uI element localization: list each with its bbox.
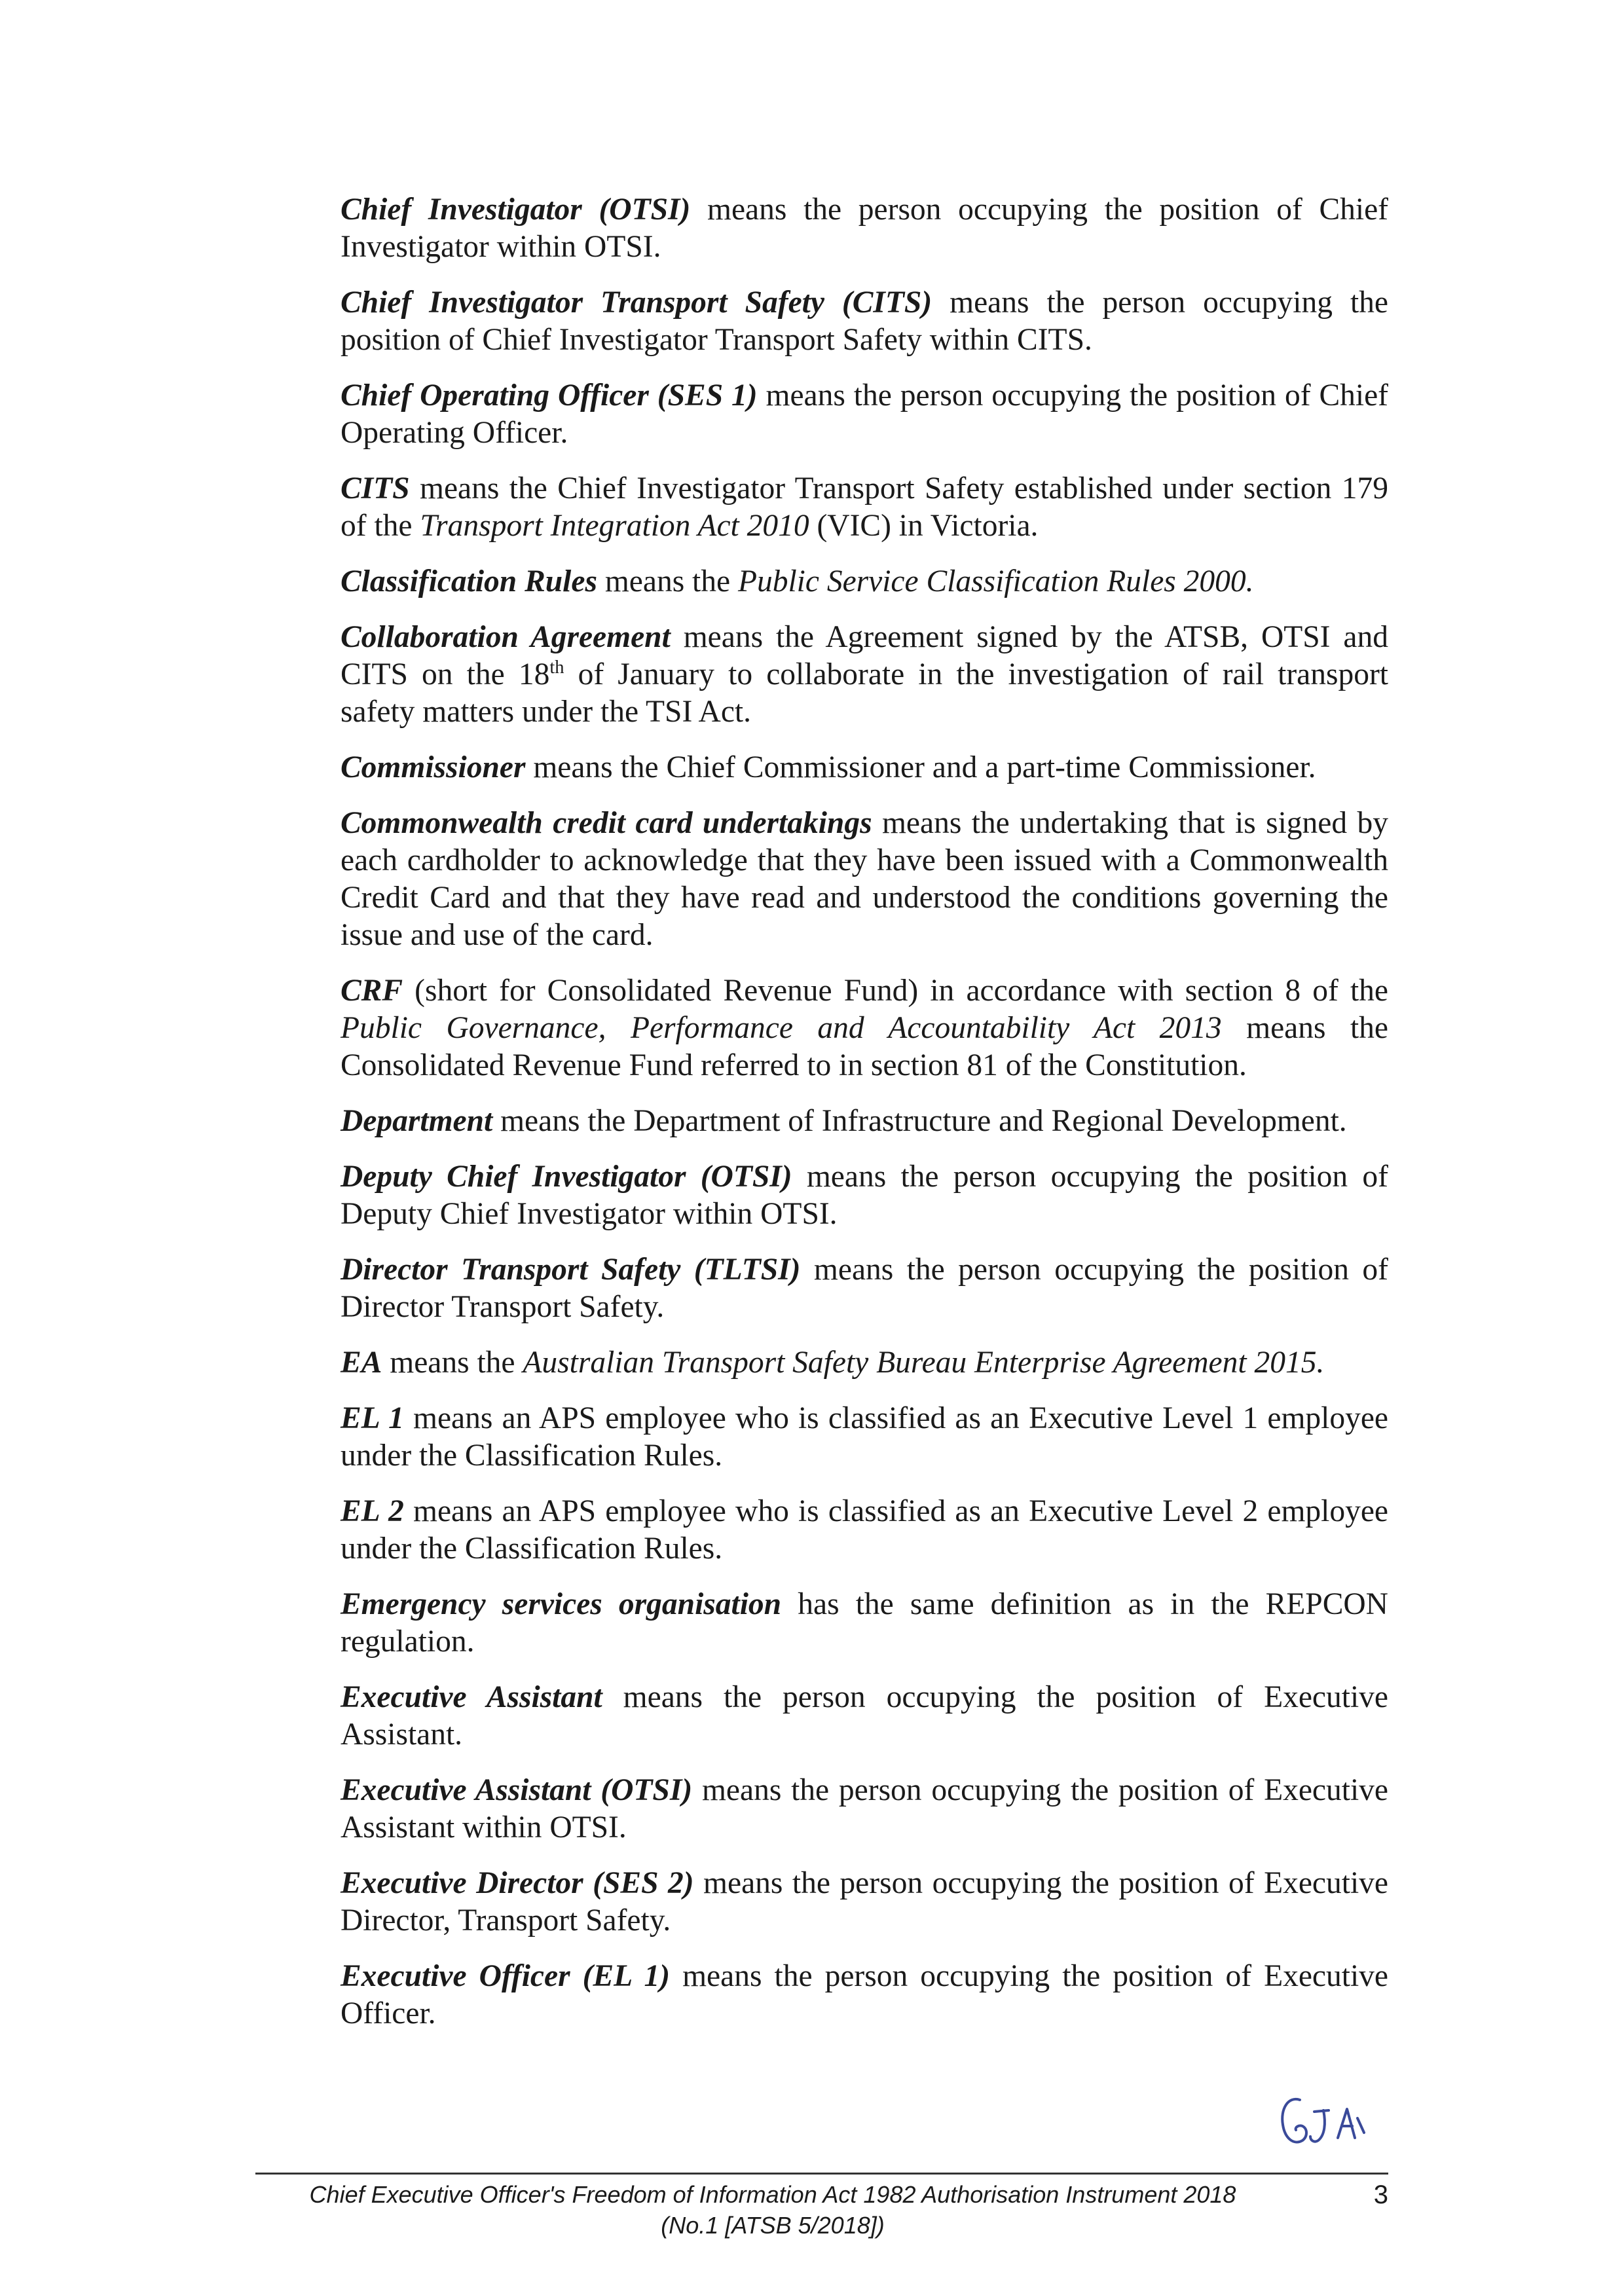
definition-cits [341,470,1388,545]
definition-text: means an APS employee who is classified as an Executive Level 1 employee under the Classification Rules. [341,1401,1389,1473]
definition-text: means the [382,1346,523,1380]
definition-text: means the Chief Commissioner and a part-time Commissioner. [525,750,1316,784]
definition-text: means the person occupying the position of Chief Investigator Transport Safety within CITS. [341,285,1388,357]
definition-text: means the Agreement signed by the ATSB, OTSI and CITS on the 18 [341,620,1389,691]
definition-commonwealth-credit-card-undertakings [341,805,1388,954]
definitions-list [341,191,1388,2051]
definition-text: means the Department of Infrastructure and Regional Development. [492,1104,1347,1138]
definition-chief-investigator-transport-safety [341,284,1388,359]
definition-term: Deputy Chief Investigator (OTSI) [341,1160,792,1194]
definition-emergency-services-organisation [341,1586,1388,1661]
definition-term: Executive Director (SES 2) [341,1866,694,1900]
definition-term: Executive Assistant (OTSI) [341,1773,693,1807]
definition-term: Department [341,1104,493,1138]
definition-executive-assistant-otsi [341,1772,1388,1846]
definition-text: means the undertaking that is signed by each cardholder to acknowledge that they have been issued with a Commonwealth Credit Card and that they have read and understood the conditions governing the issue and use of the card. [341,806,1388,952]
definition-term: Executive Assistant [341,1680,602,1714]
definition-classification-rules [341,563,1388,600]
definition-text: means the person occupying the position of Executive Officer. [341,1959,1388,2030]
definition-executive-director [341,1865,1388,1939]
legislation-reference: Public Service Classification Rules 2000. [737,564,1254,598]
definition-text: (short for Consolidated Revenue Fund) in accordance with section 8 of the [403,974,1388,1008]
definition-term: Chief Investigator (OTSI) [341,193,691,227]
definition-ea [341,1344,1388,1382]
definition-term: CITS [341,471,410,505]
definition-executive-assistant [341,1679,1388,1753]
definition-deputy-chief-investigator [341,1158,1388,1233]
footer-document-title: Chief Executive Officer's Freedom of Information Act 1982 Authorisation Instrument 2018 [309,2181,1236,2208]
definition-commissioner [341,749,1388,786]
definition-term: EL 1 [341,1401,404,1435]
definition-el-1 [341,1400,1388,1475]
definition-collaboration-agreement [341,619,1388,731]
definition-text: means the Chief Investigator Transport Safety established under section 179 of the [341,471,1388,543]
definition-department [341,1103,1388,1140]
legislation-reference: Transport Integration Act 2010 [420,509,809,543]
legislation-reference: Public Governance, Performance and Accountability Act 2013 [341,1011,1222,1045]
definition-text: means the person occupying the position of Deputy Chief Investigator within OTSI. [341,1160,1388,1231]
definition-term: Commonwealth credit card undertakings [341,806,872,840]
definition-el-2 [341,1493,1388,1568]
definition-text-tail: (VIC) in Victoria. [809,509,1039,543]
footer-document-number: (No.1 [ATSB 5/2018]) [661,2212,885,2239]
definition-text: has the same definition as in the REPCON regulation. [341,1587,1388,1659]
definition-term: Emergency services organisation [341,1587,782,1621]
footer-divider [255,2173,1388,2175]
legislation-reference: Australian Transport Safety Bureau Enterprise Agreement 2015. [523,1346,1325,1380]
definition-text-tail: of January to collaborate in the investigation of rail transport safety matters under the TSI Act. [341,657,1388,729]
definition-term: Chief Operating Officer (SES 1) [341,378,758,413]
definition-term: Collaboration Agreement [341,620,671,654]
definition-term: Chief Investigator Transport Safety (CITS) [341,285,932,320]
definition-term: CRF [341,974,403,1008]
definition-text: means an APS employee who is classified as an Executive Level 2 employee under the Classification Rules. [341,1494,1389,1566]
definition-text: means the person occupying the position of Chief Investigator within OTSI. [341,193,1388,264]
definition-text: means the person occupying the position of Executive Director, Transport Safety. [341,1866,1388,1937]
definition-term: EL 2 [341,1494,404,1528]
definition-text: means the person occupying the position of Executive Assistant within OTSI. [341,1773,1388,1845]
definition-text-tail: means the Consolidated Revenue Fund referred to in section 81 of the Constitution. [341,1011,1388,1082]
page-number: 3 [1373,2180,1388,2209]
definition-term: EA [341,1346,382,1380]
definition-term: Executive Officer (EL 1) [341,1959,671,1993]
definition-term: Commissioner [341,750,526,784]
definition-chief-operating-officer [341,377,1388,452]
definition-executive-officer [341,1958,1388,2032]
definition-term: Classification Rules [341,564,597,598]
definition-text: means the person occupying the position of Executive Assistant. [341,1680,1388,1752]
definition-chief-investigator-otsi [341,191,1388,266]
ordinal-suffix: th [549,657,564,678]
definition-text: means the person occupying the position of Director Transport Safety. [341,1253,1388,1324]
definition-crf [341,972,1388,1084]
definition-text: means the person occupying the position of Chief Operating Officer. [341,378,1388,450]
handwritten-initials-icon [1274,2092,1378,2154]
definition-term: Director Transport Safety (TLTSI) [341,1253,801,1287]
definition-director-transport-safety [341,1251,1388,1326]
definition-text: means the [597,564,738,598]
